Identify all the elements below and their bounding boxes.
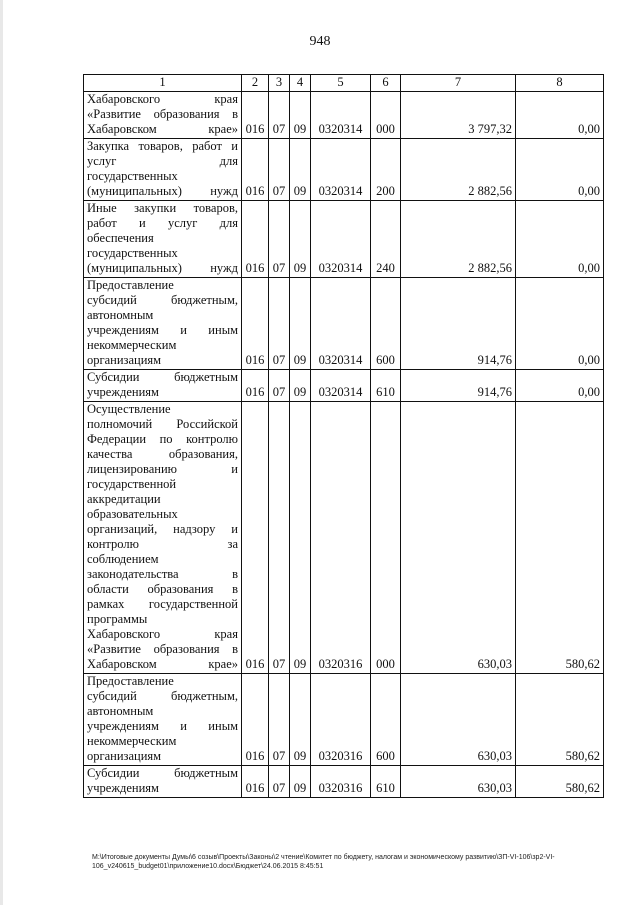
cell-col-8: 0,00	[516, 370, 604, 402]
table-row	[84, 139, 604, 201]
row-name-line: учреждениям и иным	[87, 719, 238, 733]
row-name	[84, 139, 242, 201]
row-name-line: автономным	[87, 704, 154, 718]
cell-col-5: 0320316	[311, 766, 371, 798]
row-name-line: некоммерческим	[87, 338, 177, 352]
row-name-line: работ и услуг для	[87, 216, 238, 230]
table-row	[84, 674, 604, 766]
cell-col-7: 2 882,56	[401, 201, 516, 278]
row-name-line: соблюдением	[87, 552, 159, 566]
row-name	[84, 370, 242, 402]
row-name-line: Предоставление	[87, 674, 174, 688]
cell-col-2: 016	[242, 278, 269, 370]
cell-col-5: 0320316	[311, 674, 371, 766]
page-number: 948	[309, 34, 331, 49]
row-name-line: организаций, надзору и	[87, 522, 238, 536]
row-name-line: Федерации по контролю	[87, 432, 238, 446]
table-row	[84, 402, 604, 674]
cell-col-5: 0320314	[311, 370, 371, 402]
row-name-line: государственной	[87, 477, 177, 491]
table-row	[84, 278, 604, 370]
row-name-line: организациям	[87, 749, 162, 763]
cell-col-5: 0320314	[311, 139, 371, 201]
column-header-5: 5	[311, 75, 371, 92]
row-name-line: полномочий Российской	[87, 417, 238, 431]
cell-col-5: 0320314	[311, 278, 371, 370]
cell-col-3: 07	[269, 201, 290, 278]
row-name-line: области образования в	[87, 582, 238, 596]
cell-col-7: 630,03	[401, 766, 516, 798]
column-header-7: 7	[401, 75, 516, 92]
row-name-line: Хабаровского края	[87, 627, 238, 641]
cell-col-6: 200	[371, 139, 401, 201]
cell-col-4: 09	[290, 370, 311, 402]
row-name-line: Субсидии бюджетным	[87, 766, 238, 780]
cell-col-8: 0,00	[516, 139, 604, 201]
row-name-line: субсидий бюджетным,	[87, 689, 238, 703]
row-name	[84, 201, 242, 278]
cell-col-4: 09	[290, 92, 311, 139]
row-name	[84, 674, 242, 766]
cell-col-6: 610	[371, 370, 401, 402]
cell-col-2: 016	[242, 402, 269, 674]
row-name-line: учреждениям	[87, 781, 159, 795]
row-name-line: обеспечения	[87, 231, 154, 245]
cell-col-6: 240	[371, 201, 401, 278]
cell-col-4: 09	[290, 674, 311, 766]
row-name-line: программы	[87, 612, 148, 626]
row-name-line: Хабаровском крае»	[87, 657, 238, 671]
cell-col-3: 07	[269, 766, 290, 798]
file-path-footer: М:\Итоговые документы Думы\6 созыв\Проекты\Законы\2 чтение\Комитет по бюджету, налогам и экономическому развитию\ЗП-VI-106\зр2-VI-106_v240615_budget01\приложение10.docx\Бюджет\24.06.2015 8:45:51	[92, 854, 555, 870]
cell-col-3: 07	[269, 139, 290, 201]
cell-col-6: 000	[371, 92, 401, 139]
column-header-4: 4	[290, 75, 311, 92]
cell-col-4: 09	[290, 201, 311, 278]
column-header-3: 3	[269, 75, 290, 92]
row-name	[84, 92, 242, 139]
row-name-line: «Развитие образования в	[87, 107, 238, 121]
table-row	[84, 370, 604, 402]
cell-col-7: 914,76	[401, 370, 516, 402]
cell-col-3: 07	[269, 674, 290, 766]
cell-col-3: 07	[269, 278, 290, 370]
row-name-line: Закупка товаров, работ и	[87, 139, 238, 153]
column-header-8: 8	[516, 75, 604, 92]
cell-col-2: 016	[242, 92, 269, 139]
cell-col-7: 2 882,56	[401, 139, 516, 201]
row-name-line: субсидий бюджетным,	[87, 293, 238, 307]
cell-col-8: 580,62	[516, 402, 604, 674]
row-name-line: «Развитие образования в	[87, 642, 238, 656]
cell-col-8: 580,62	[516, 674, 604, 766]
row-name-line: учреждениям	[87, 385, 159, 399]
row-name-line: качества образования,	[87, 447, 238, 461]
cell-col-7: 3 797,32	[401, 92, 516, 139]
cell-col-6: 600	[371, 674, 401, 766]
row-name	[84, 278, 242, 370]
row-name-line: (муниципальных) нужд	[87, 261, 238, 275]
cell-col-4: 09	[290, 402, 311, 674]
row-name-line: Иные закупки товаров,	[87, 201, 238, 215]
cell-col-5: 0320316	[311, 402, 371, 674]
cell-col-2: 016	[242, 766, 269, 798]
cell-col-8: 0,00	[516, 278, 604, 370]
cell-col-5: 0320314	[311, 201, 371, 278]
row-name-line: Хабаровского края	[87, 92, 238, 106]
cell-col-8: 0,00	[516, 92, 604, 139]
cell-col-7: 630,03	[401, 402, 516, 674]
row-name-line: лицензированию и	[87, 462, 238, 476]
table-row	[84, 92, 604, 139]
cell-col-7: 914,76	[401, 278, 516, 370]
cell-col-6: 600	[371, 278, 401, 370]
cell-col-2: 016	[242, 370, 269, 402]
row-name-line: государственных	[87, 246, 178, 260]
row-name-line: организациям	[87, 353, 162, 367]
cell-col-4: 09	[290, 766, 311, 798]
column-header-6: 6	[371, 75, 401, 92]
row-name-line: образовательных	[87, 507, 178, 521]
cell-col-2: 016	[242, 139, 269, 201]
row-name-line: Хабаровском крае»	[87, 122, 238, 136]
row-name-line: некоммерческим	[87, 734, 177, 748]
table-body	[84, 92, 604, 798]
cell-col-8: 580,62	[516, 766, 604, 798]
cell-col-2: 016	[242, 674, 269, 766]
column-header-1: 1	[84, 75, 242, 92]
header-row	[84, 75, 604, 92]
row-name-line: (муниципальных) нужд	[87, 184, 238, 198]
row-name-line: учреждениям и иным	[87, 323, 238, 337]
cell-col-2: 016	[242, 201, 269, 278]
row-name-line: Осуществление	[87, 402, 171, 416]
row-name-line: законодательства в	[87, 567, 238, 581]
column-header-2: 2	[242, 75, 269, 92]
cell-col-8: 0,00	[516, 201, 604, 278]
row-name-line: Субсидии бюджетным	[87, 370, 238, 384]
row-name-line: услуг для	[87, 154, 238, 168]
row-name	[84, 766, 242, 798]
scan-edge	[0, 0, 3, 905]
row-name-line: контролю за	[87, 537, 238, 551]
cell-col-3: 07	[269, 370, 290, 402]
row-name-line: аккредитации	[87, 492, 161, 506]
cell-col-7: 630,03	[401, 674, 516, 766]
cell-col-6: 000	[371, 402, 401, 674]
row-name-line: Предоставление	[87, 278, 174, 292]
row-name-line: государственных	[87, 169, 178, 183]
budget-table	[83, 74, 604, 798]
table-row	[84, 766, 604, 798]
cell-col-3: 07	[269, 402, 290, 674]
row-name-line: рамках государственной	[87, 597, 238, 611]
cell-col-4: 09	[290, 139, 311, 201]
cell-col-4: 09	[290, 278, 311, 370]
row-name	[84, 402, 242, 674]
cell-col-5: 0320314	[311, 92, 371, 139]
cell-col-6: 610	[371, 766, 401, 798]
table-row	[84, 201, 604, 278]
cell-col-3: 07	[269, 92, 290, 139]
row-name-line: автономным	[87, 308, 154, 322]
